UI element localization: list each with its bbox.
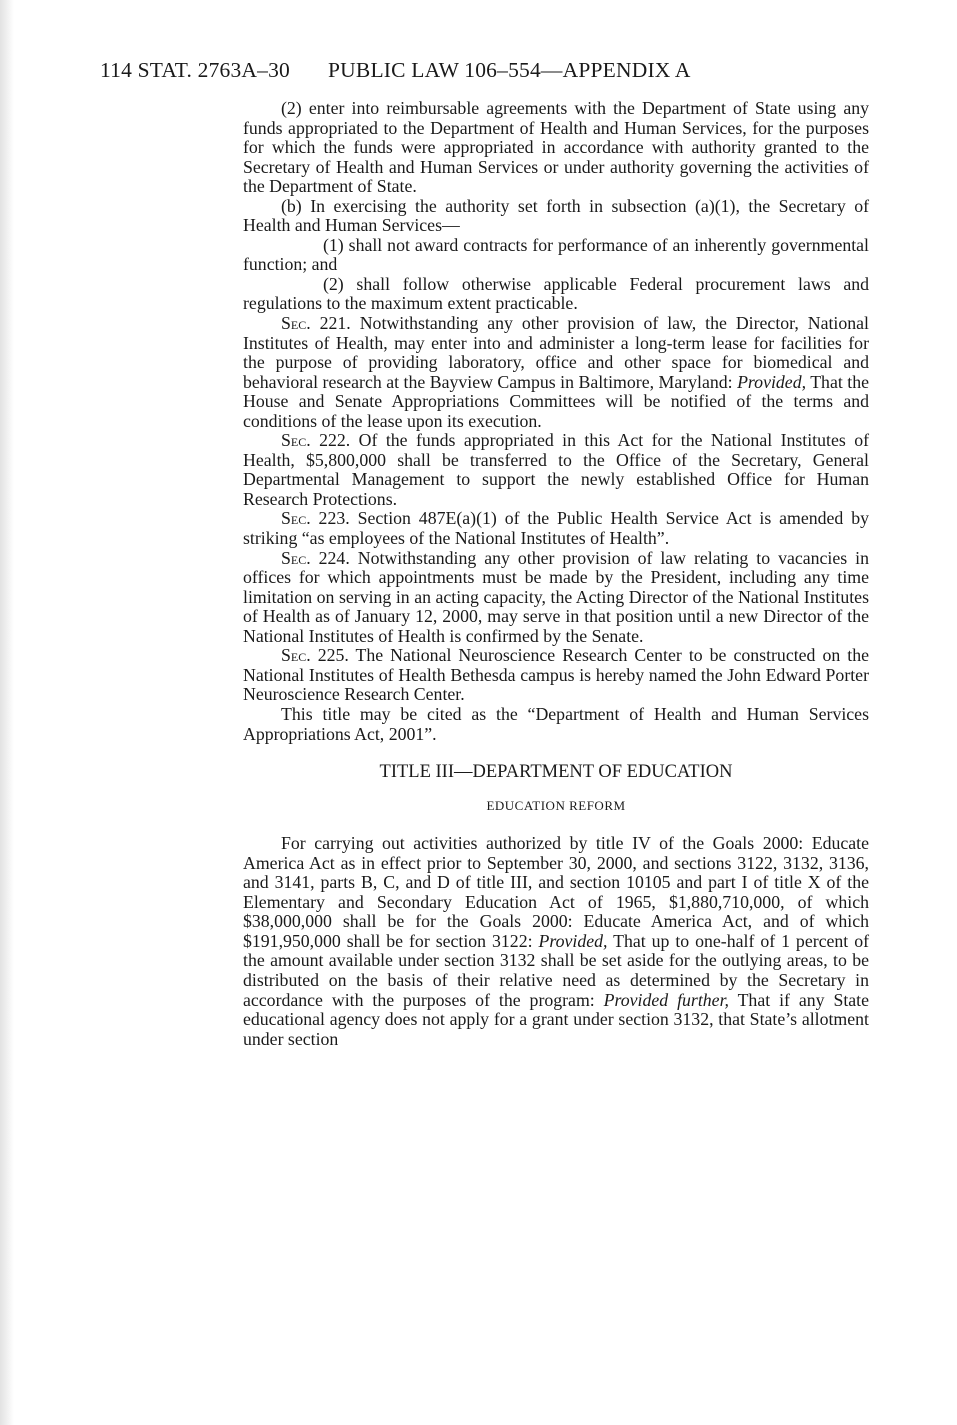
running-header	[100, 58, 691, 83]
short-title-citation: This title may be cited as the “Department of Health and Human Services Appropriations Act, 2001”.	[243, 703, 869, 744]
section-222-label: Sec. 222.	[281, 430, 351, 451]
stat-citation: 114 STAT. 2763A–30	[100, 58, 291, 82]
section-221-provided: Provided,	[737, 371, 807, 392]
section-223	[243, 509, 869, 548]
law-title: PUBLIC LAW 106–554—APPENDIX A	[328, 58, 691, 82]
education-text-b: That up to one-half of 1 percent of the amount available under section 3132 shall be set aside for the outlying areas, to be distributed on the basis of their relative need as determined by the Secretary in accordance with the purposes of the program:	[243, 930, 870, 1010]
education-text-a: For carrying out activities authorized by title IV of the Goals 2000: Educate America Act as in effect prior to September 30, 2000, and sections 3122, 3132, 3136, and 3141, parts B, C, and D of title III, and section 10105 and part I of title X of the Elementary and Secondary Education Act of 1965, $1,880,710,000, of which $38,000,000 shall be for the Goals 2000: Educate America Act, and of which $191,950,000 shall be for section 3122:	[243, 833, 869, 951]
section-221-label: Sec. 221.	[281, 313, 351, 334]
section-225-label: Sec. 225.	[281, 645, 349, 666]
paragraph-a2: (2) enter into reimbursable agreements with the Department of State using any funds appropriated to the Department of Health and Human Services, for the purposes for which the funds were appropriated in accordance with authority granted to the Secretary of Health and Human Services or under authority governing the activities of the Department of State.	[243, 98, 869, 197]
title-heading: TITLE III—DEPARTMENT OF EDUCATION	[379, 762, 733, 783]
section-222	[243, 431, 869, 509]
paragraph-b: (b) In exercising the authority set forth in subsection (a)(1), the Secretary of Health and Human Services—	[243, 195, 869, 236]
paragraph-b2: (2) shall follow otherwise applicable Federal procurement laws and regulations to the maximum extent practicable.	[243, 273, 869, 314]
section-225-text: The National Neuroscience Research Center to be constructed on the National Institutes of Health Bethesda campus is hereby named the John Edward Porter Neuroscience Research Center.	[243, 645, 869, 705]
section-224	[243, 549, 869, 647]
page-body	[243, 99, 869, 1049]
education-provided-2: Provided further,	[603, 989, 729, 1010]
section-221-text-b: That the House and Senate Appropriations Committees will be notified of the terms and conditions of the lease upon its execution.	[243, 371, 869, 431]
section-221-text-a: Notwithstanding any other provision of law, the Director, National Institutes of Health, may enter into and administer a long-term lease for facilities for the purpose of providing laboratory, office and other space for biomedical and behavioral research at the Bayview Campus in Baltimore, Maryland:	[243, 313, 869, 392]
education-reform-paragraph	[243, 834, 869, 1049]
section-224-label: Sec. 224.	[281, 547, 350, 568]
section-223-label: Sec. 223.	[281, 508, 350, 529]
education-text-c: That if any State educational agency does not apply for a grant under section 3132, that State’s allotment under section	[243, 989, 869, 1049]
section-221	[243, 314, 869, 431]
subheading: EDUCATION REFORM	[486, 797, 626, 813]
section-223-text: Section 487E(a)(1) of the Public Health Service Act is amended by striking “as employees of the National Institutes of Health”.	[243, 508, 869, 549]
paragraph-b1: (1) shall not award contracts for performance of an inherently governmental function; and	[243, 234, 869, 275]
section-222-text: Of the funds appropriated in this Act for the National Institutes of Health, $5,800,000 shall be transferred to the Office of the Secretary, General Departmental Management to support the newly established Office for Human Research Protections.	[243, 430, 869, 509]
section-225	[243, 646, 869, 705]
section-224-text: Notwithstanding any other provision of law relating to vacancies in offices for which appointments must be made by the President, including any time limitation on serving in an acting capacity, the Acting Director of the National Institutes of Health as of January 12, 2000, may serve in that position until a new Director of the National Institutes of Health is confirmed by the Senate.	[243, 547, 869, 646]
education-provided-1: Provided,	[538, 930, 608, 951]
scan-edge-shadow	[0, 0, 14, 1425]
